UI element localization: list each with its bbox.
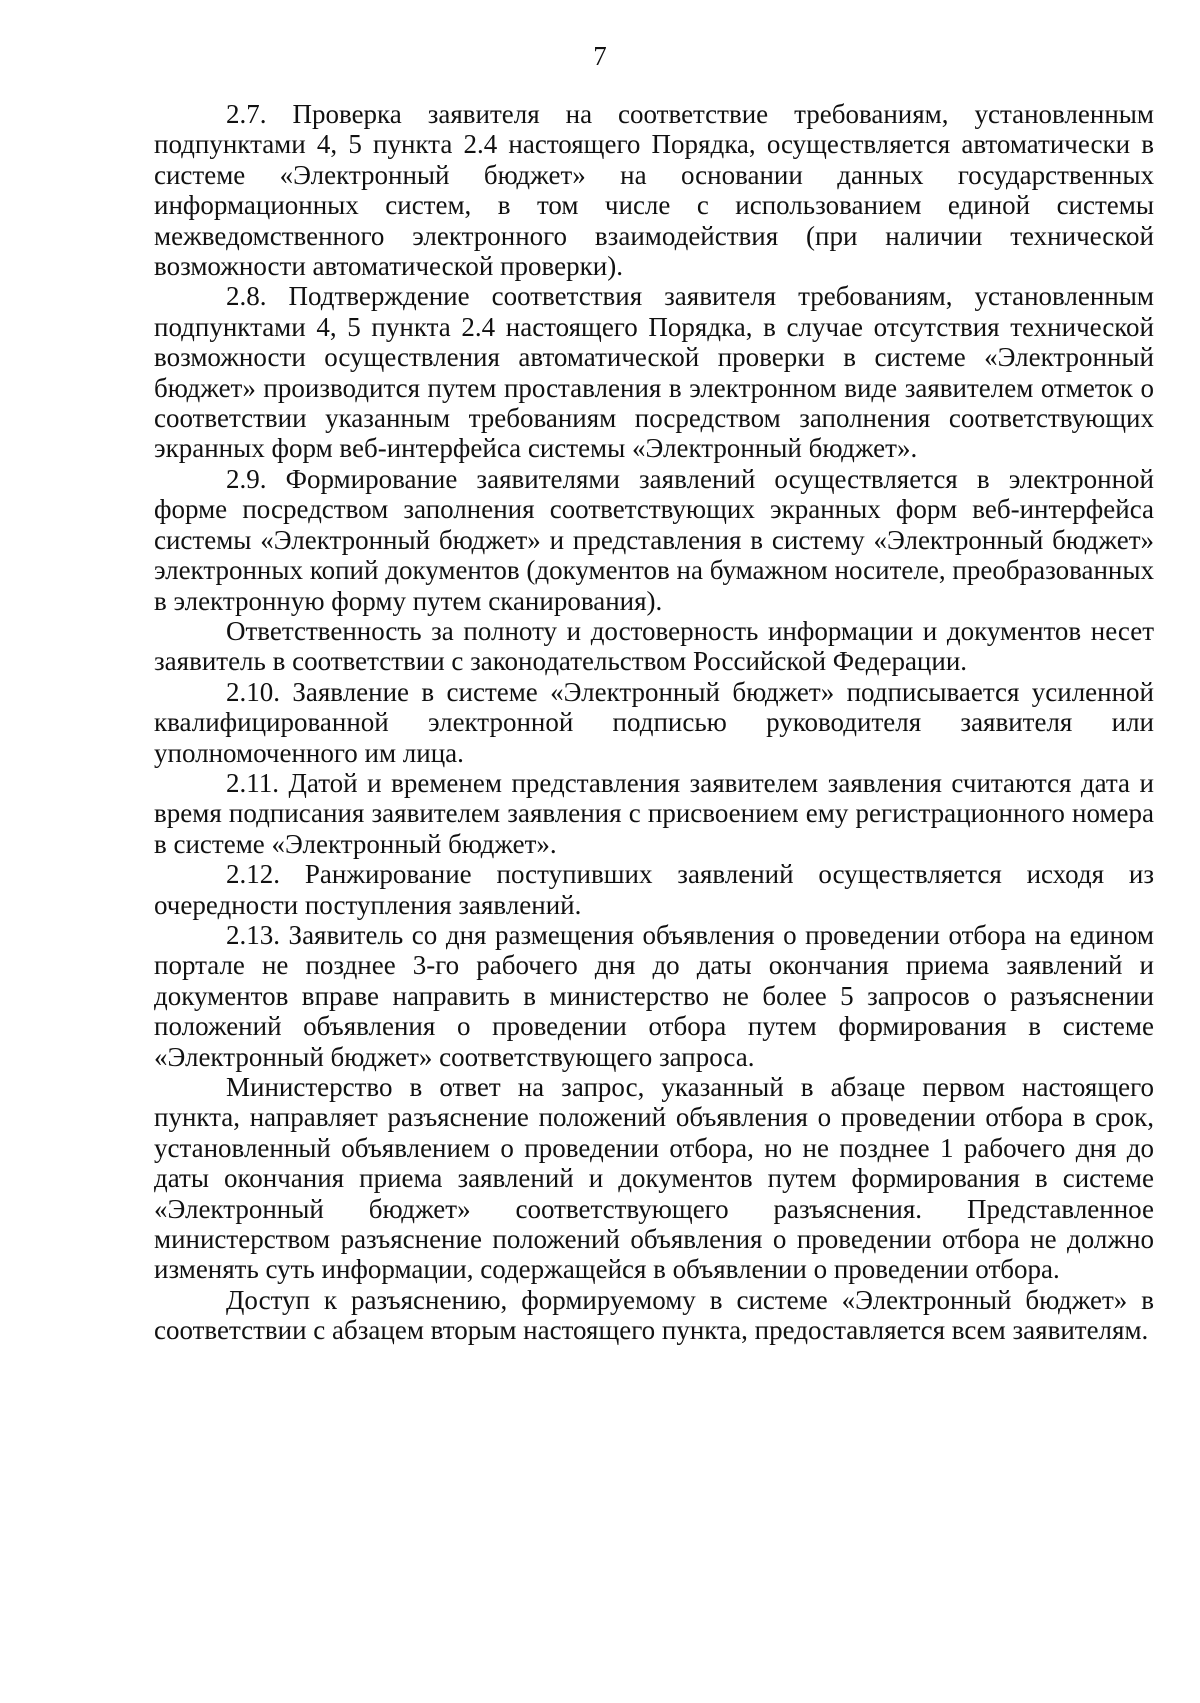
paragraph-2-9-responsibility: Ответственность за полноту и достоверность информации и документов несет заявитель в соответствии с законодательством Российской Федерации. — [154, 615, 1154, 677]
paragraph-2-9: 2.9. Формирование заявителями заявлений осуществляется в электронной форме посредством заполнения соответствующих экранных форм веб-интерфейса системы «Электронный бюджет» и представления в систему «Электронный бюджет» электронных копий документов (документов на бумажном носителе, преобразованных в электронную форму путем сканирования). — [154, 463, 1154, 616]
paragraph-2-13-access: Доступ к разъяснению, формируемому в системе «Электронный бюджет» в соответствии с абзацем вторым настоящего пункта, предоставляется всем заявителям. — [154, 1284, 1154, 1346]
paragraph-2-12: 2.12. Ранжирование поступивших заявлений осуществляется исходя из очередности поступления заявлений. — [154, 859, 1154, 920]
paragraph-2-11: 2.11. Датой и временем представления заявителем заявления считаются дата и время подписания заявителем заявления с присвоением ему регистрационного номера в системе «Электронный бюджет». — [154, 767, 1154, 859]
paragraph-2-7: 2.7. Проверка заявителя на соответствие требованиям, установленным подпунктами 4, 5 пункта 2.4 настоящего Порядка, осуществляется автоматически в системе «Электронный бюджет» на основании данных государственных информационных систем, в том числе с использованием единой системы межведомственного электронного взаимодействия (при наличии технической возможности автоматической проверки). — [154, 99, 1154, 282]
paragraph-2-13-response: Министерство в ответ на запрос, указанный в абзаце первом настоящего пункта, направляет разъяснение положений объявления о проведении отбора в срок, установленный объявлением о проведении отбора, но не позднее 1 рабочего дня до даты окончания приема заявлений и документов путем формирования в системе «Электронный бюджет» соответствующего разъяснения. Представленное министерством разъяснение положений объявления о проведении отбора не должно изменять суть информации, содержащейся в объявлении о проведении отбора. — [154, 1072, 1154, 1285]
paragraph-2-8: 2.8. Подтверждение соответствия заявителя требованиям, установленным подпунктами 4, 5 пункта 2.4 настоящего Порядка, в случае отсутствия технической возможности осуществления автоматической проверки в системе «Электронный бюджет» производится путем проставления в электронном виде заявителем отметок о соответствии указанным требованиям посредством заполнения соответствующих экранных форм веб-интерфейса системы «Электронный бюджет». — [154, 281, 1154, 464]
page-number: 7 — [593, 41, 607, 71]
paragraph-2-10: 2.10. Заявление в системе «Электронный бюджет» подписывается усиленной квалифицированной электронной подписью руководителя заявителя или уполномоченного им лица. — [154, 676, 1154, 768]
paragraph-2-13: 2.13. Заявитель со дня размещения объявления о проведении отбора на едином портале не позднее 3-го рабочего дня до даты окончания приема заявлений и документов вправе направить в министерство не более 5 запросов о разъяснении положений объявления о проведении отбора путем формирования в системе «Электронный бюджет» соответствующего запроса. — [154, 919, 1154, 1072]
document-body — [154, 99, 1154, 1346]
